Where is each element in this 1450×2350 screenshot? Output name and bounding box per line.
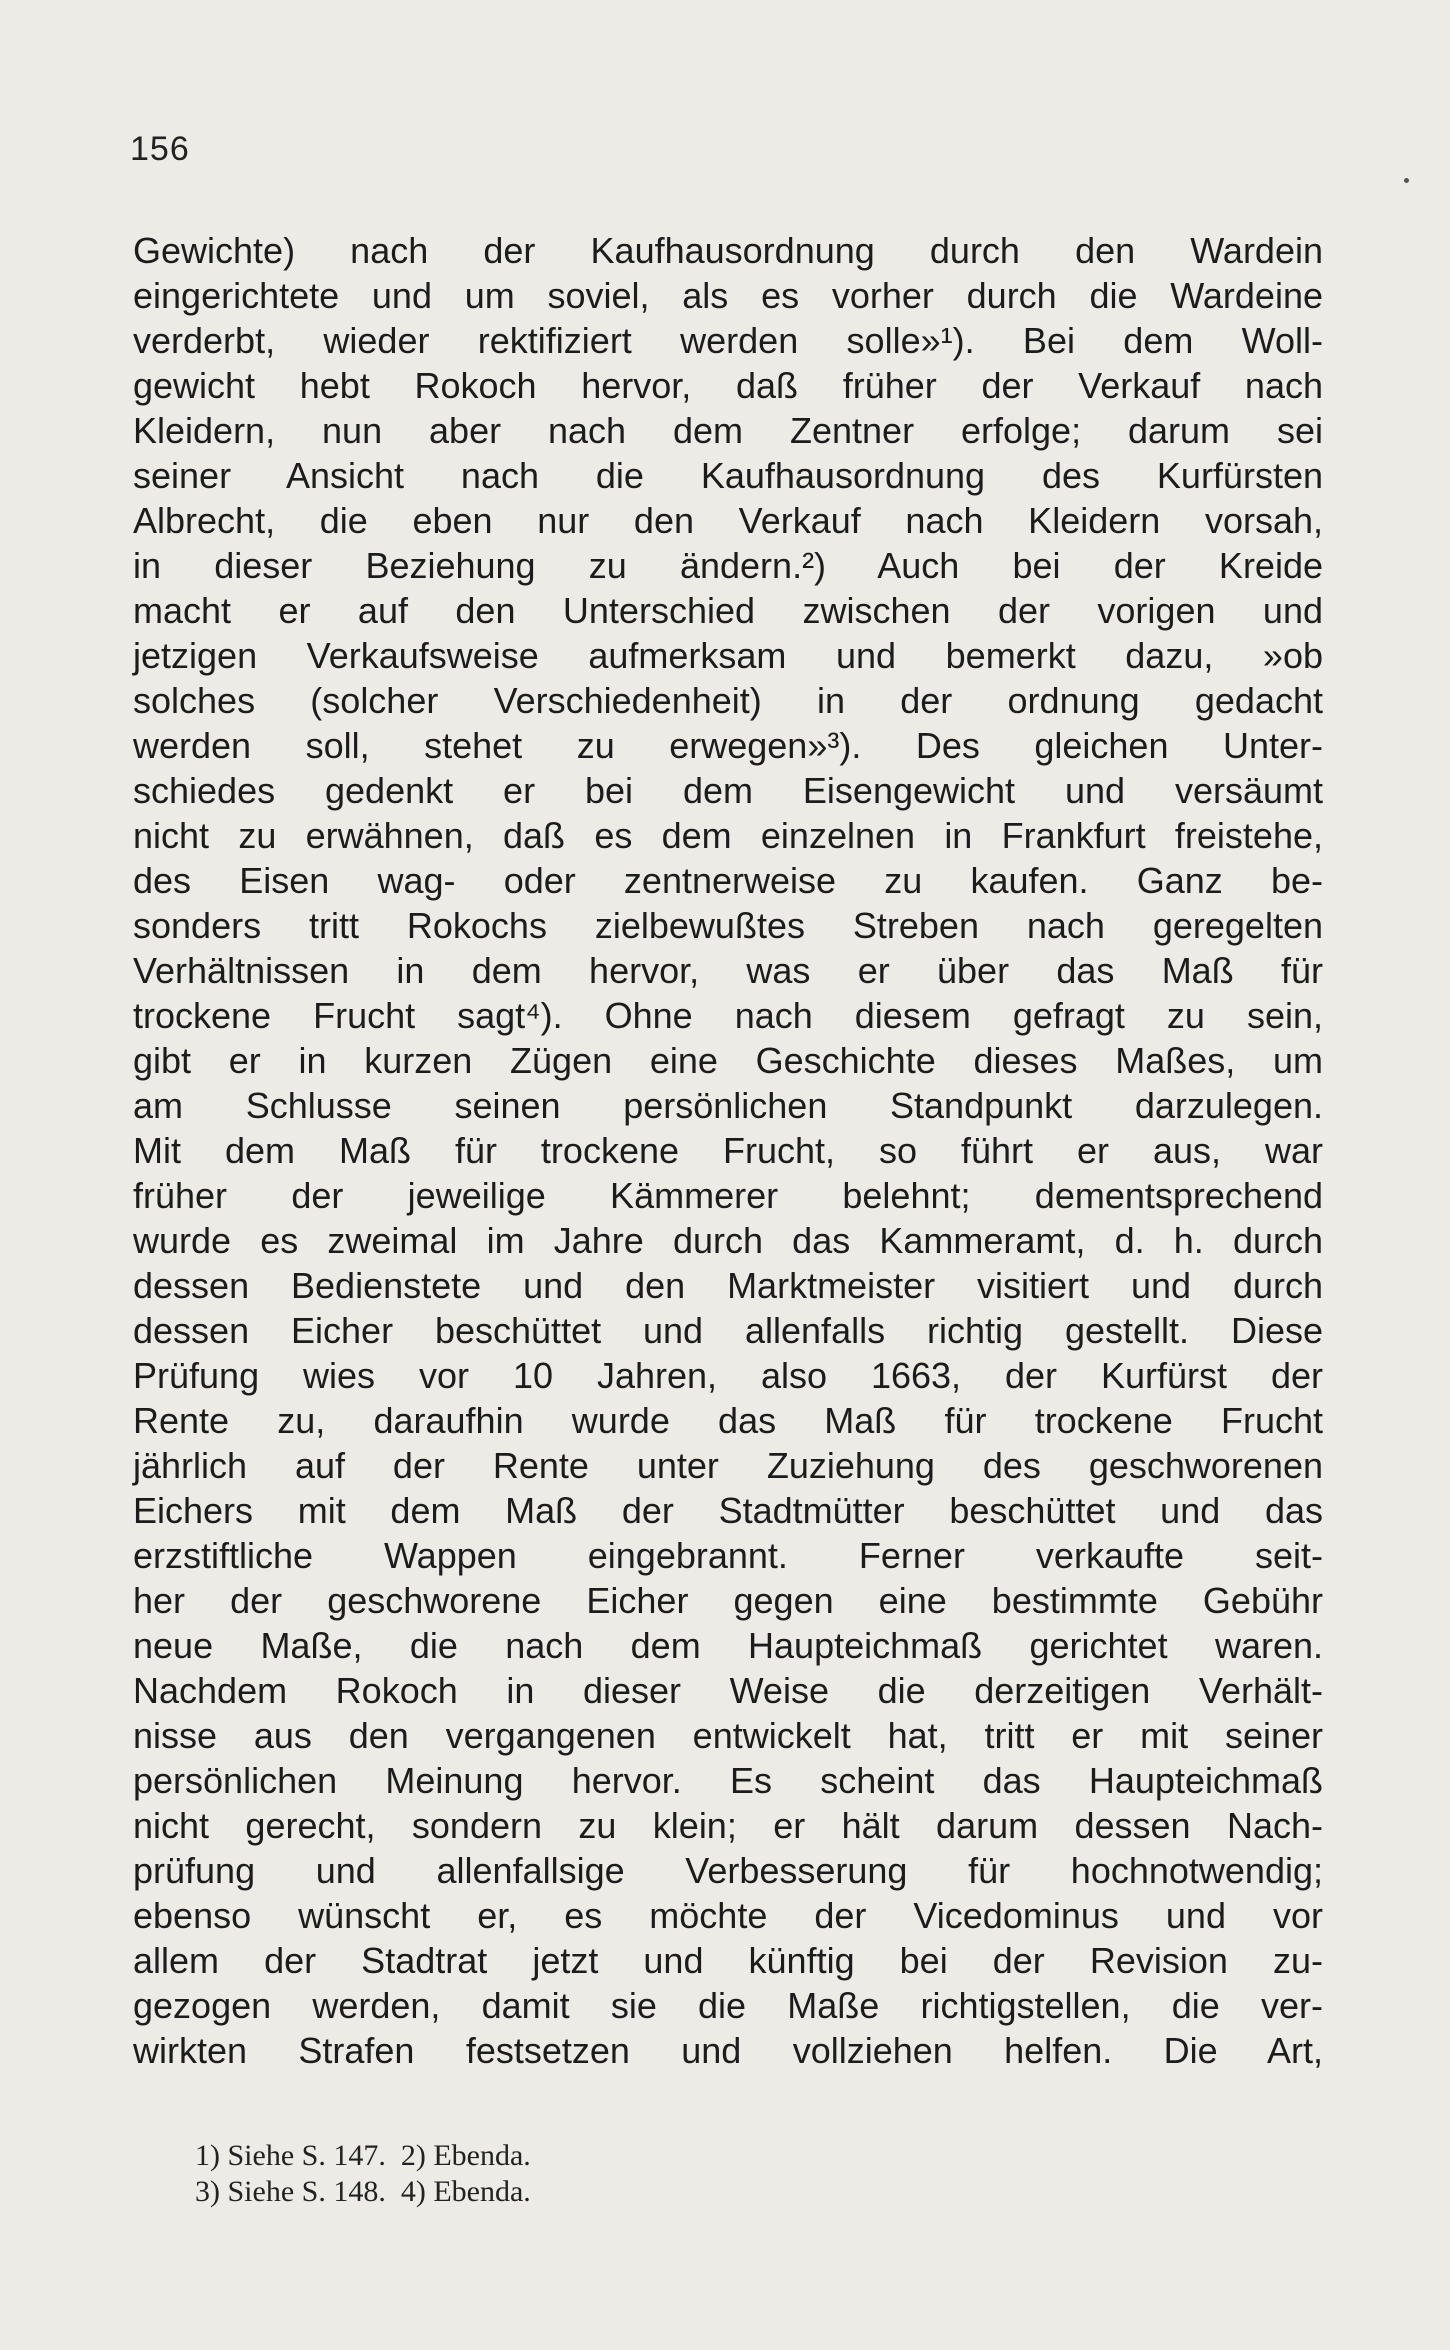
text-line: neue Maße, die nach dem Haupteichmaß gerichtet waren. (133, 1625, 1323, 1666)
text-line: prüfung und allenfallsige Verbesserung für hochnotwendig; (133, 1850, 1323, 1891)
text-line: sonders tritt Rokochs zielbewußtes Streben nach geregelten (133, 905, 1323, 946)
text-line: Nachdem Rokoch in dieser Weise die derzeitigen Verhält- (133, 1670, 1323, 1711)
text-line: des Eisen wag- oder zentnerweise zu kaufen. Ganz be- (133, 860, 1323, 901)
text-line: nicht gerecht, sondern zu klein; er hält darum dessen Nach- (133, 1805, 1323, 1846)
text-line: jetzigen Verkaufsweise aufmerksam und bemerkt dazu, »ob (133, 635, 1323, 676)
text-line: verderbt, wieder rektifiziert werden solle»¹). Bei dem Woll- (133, 320, 1323, 361)
footnotes (195, 2138, 531, 2210)
text-line: eingerichtete und um soviel, als es vorher durch die Wardeine (133, 275, 1323, 316)
text-line: wurde es zweimal im Jahre durch das Kammeramt, d. h. durch (133, 1220, 1323, 1261)
text-line: her der geschworene Eicher gegen eine bestimmte Gebühr (133, 1580, 1323, 1621)
text-line: Verhältnissen in dem hervor, was er über das Maß für (133, 950, 1323, 991)
text-line: werden soll, stehet zu erwegen»³). Des gleichen Unter- (133, 725, 1323, 766)
text-line: dessen Eicher beschüttet und allenfalls richtig gestellt. Diese (133, 1310, 1323, 1351)
text-line: Gewichte) nach der Kaufhausordnung durch den Wardein (133, 230, 1323, 271)
text-line: allem der Stadtrat jetzt und künftig bei der Revision zu- (133, 1940, 1323, 1981)
text-line: dessen Bedienstete und den Marktmeister visitiert und durch (133, 1265, 1323, 1306)
text-line: Eichers mit dem Maß der Stadtmütter beschüttet und das (133, 1490, 1323, 1531)
text-line: Mit dem Maß für trockene Frucht, so führt er aus, war (133, 1130, 1323, 1171)
text-line: macht er auf den Unterschied zwischen der vorigen und (133, 590, 1323, 631)
page-number: 156 (130, 130, 190, 168)
text-line: gezogen werden, damit sie die Maße richtigstellen, die ver- (133, 1985, 1323, 2026)
text-line: früher der jeweilige Kämmerer belehnt; dementsprechend (133, 1175, 1323, 1216)
text-line: gewicht hebt Rokoch hervor, daß früher der Verkauf nach (133, 365, 1323, 406)
text-line: trockene Frucht sagt⁴). Ohne nach diesem gefragt zu sein, (133, 995, 1323, 1036)
text-line: Albrecht, die eben nur den Verkauf nach Kleidern vorsah, (133, 500, 1323, 541)
text-line: wirkten Strafen festsetzen und vollziehen helfen. Die Art, (133, 2030, 1323, 2071)
text-line: erzstiftliche Wappen eingebrannt. Ferner verkaufte seit- (133, 1535, 1323, 1576)
text-line: seiner Ansicht nach die Kaufhausordnung des Kurfürsten (133, 455, 1323, 496)
print-speck (1404, 178, 1409, 183)
text-line: jährlich auf der Rente unter Zuziehung des geschworenen (133, 1445, 1323, 1486)
text-line: Prüfung wies vor 10 Jahren, also 1663, der Kurfürst der (133, 1355, 1323, 1396)
text-line: Rente zu, daraufhin wurde das Maß für trockene Frucht (133, 1400, 1323, 1441)
text-line: Kleidern, nun aber nach dem Zentner erfolge; darum sei (133, 410, 1323, 451)
text-line: schiedes gedenkt er bei dem Eisengewicht und versäumt (133, 770, 1323, 811)
text-line: gibt er in kurzen Zügen eine Geschichte dieses Maßes, um (133, 1040, 1323, 1081)
text-line: in dieser Beziehung zu ändern.²) Auch bei der Kreide (133, 545, 1323, 586)
body-text (133, 228, 1323, 2073)
text-line: nicht zu erwähnen, daß es dem einzelnen in Frankfurt freistehe, (133, 815, 1323, 856)
text-line: nisse aus den vergangenen entwickelt hat, tritt er mit seiner (133, 1715, 1323, 1756)
text-line: solches (solcher Verschiedenheit) in der ordnung gedacht (133, 680, 1323, 721)
footnote-line: 1) Siehe S. 147. 2) Ebenda. (195, 2139, 531, 2172)
text-line: am Schlusse seinen persönlichen Standpunkt darzulegen. (133, 1085, 1323, 1126)
footnote-line: 3) Siehe S. 148. 4) Ebenda. (195, 2175, 531, 2208)
text-line: persönlichen Meinung hervor. Es scheint das Haupteichmaß (133, 1760, 1323, 1801)
text-line: ebenso wünscht er, es möchte der Vicedominus und vor (133, 1895, 1323, 1936)
